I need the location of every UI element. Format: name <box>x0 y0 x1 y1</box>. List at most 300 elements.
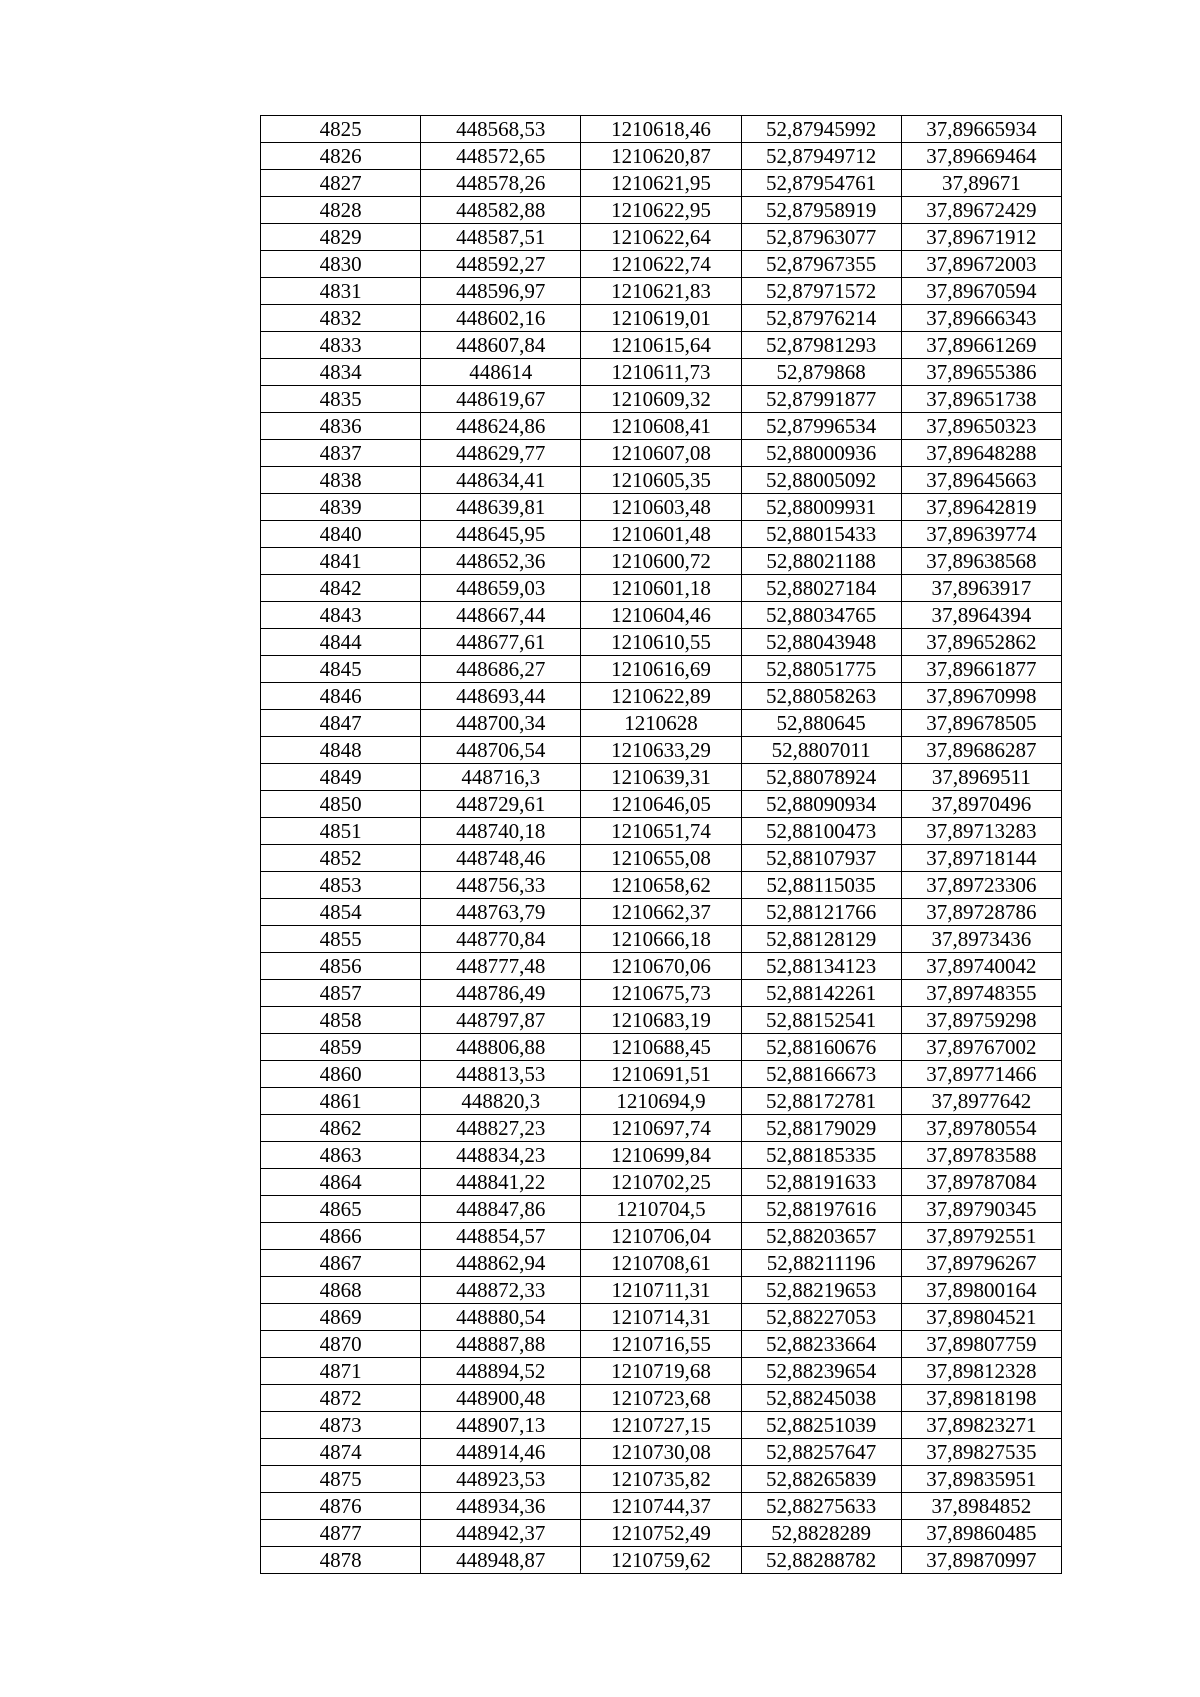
point-number-cell: 4844 <box>261 629 421 656</box>
x-coordinate-cell: 448806,88 <box>421 1034 581 1061</box>
longitude-cell: 37,89655386 <box>901 359 1061 386</box>
table-row <box>261 1547 1062 1574</box>
x-coordinate-cell: 448770,84 <box>421 926 581 953</box>
y-coordinate-cell: 1210608,41 <box>581 413 741 440</box>
latitude-cell: 52,879868 <box>741 359 901 386</box>
y-coordinate-cell: 1210706,04 <box>581 1223 741 1250</box>
longitude-cell: 37,89787084 <box>901 1169 1061 1196</box>
table-row <box>261 575 1062 602</box>
y-coordinate-cell: 1210618,46 <box>581 116 741 143</box>
x-coordinate-cell: 448686,27 <box>421 656 581 683</box>
latitude-cell: 52,88265839 <box>741 1466 901 1493</box>
point-number-cell: 4842 <box>261 575 421 602</box>
y-coordinate-cell: 1210704,5 <box>581 1196 741 1223</box>
latitude-cell: 52,88219653 <box>741 1277 901 1304</box>
latitude-cell: 52,88034765 <box>741 602 901 629</box>
y-coordinate-cell: 1210716,55 <box>581 1331 741 1358</box>
longitude-cell: 37,89652862 <box>901 629 1061 656</box>
x-coordinate-cell: 448827,23 <box>421 1115 581 1142</box>
longitude-cell: 37,89800164 <box>901 1277 1061 1304</box>
point-number-cell: 4857 <box>261 980 421 1007</box>
table-row <box>261 548 1062 575</box>
point-number-cell: 4836 <box>261 413 421 440</box>
table-row <box>261 1277 1062 1304</box>
latitude-cell: 52,88152541 <box>741 1007 901 1034</box>
table-row <box>261 683 1062 710</box>
table-row <box>261 1007 1062 1034</box>
latitude-cell: 52,88211196 <box>741 1250 901 1277</box>
table-row <box>261 440 1062 467</box>
longitude-cell: 37,89671 <box>901 170 1061 197</box>
longitude-cell: 37,89639774 <box>901 521 1061 548</box>
latitude-cell: 52,87945992 <box>741 116 901 143</box>
x-coordinate-cell: 448914,46 <box>421 1439 581 1466</box>
latitude-cell: 52,88128129 <box>741 926 901 953</box>
table-row <box>261 899 1062 926</box>
latitude-cell: 52,87996534 <box>741 413 901 440</box>
point-number-cell: 4840 <box>261 521 421 548</box>
x-coordinate-cell: 448659,03 <box>421 575 581 602</box>
table-row <box>261 1142 1062 1169</box>
latitude-cell: 52,88000936 <box>741 440 901 467</box>
latitude-cell: 52,88134123 <box>741 953 901 980</box>
point-number-cell: 4869 <box>261 1304 421 1331</box>
point-number-cell: 4852 <box>261 845 421 872</box>
x-coordinate-cell: 448568,53 <box>421 116 581 143</box>
y-coordinate-cell: 1210620,87 <box>581 143 741 170</box>
point-number-cell: 4876 <box>261 1493 421 1520</box>
x-coordinate-cell: 448729,61 <box>421 791 581 818</box>
y-coordinate-cell: 1210610,55 <box>581 629 741 656</box>
longitude-cell: 37,8969511 <box>901 764 1061 791</box>
point-number-cell: 4838 <box>261 467 421 494</box>
longitude-cell: 37,89783588 <box>901 1142 1061 1169</box>
x-coordinate-cell: 448797,87 <box>421 1007 581 1034</box>
latitude-cell: 52,88121766 <box>741 899 901 926</box>
longitude-cell: 37,89666343 <box>901 305 1061 332</box>
longitude-cell: 37,89713283 <box>901 818 1061 845</box>
x-coordinate-cell: 448614 <box>421 359 581 386</box>
x-coordinate-cell: 448693,44 <box>421 683 581 710</box>
longitude-cell: 37,8963917 <box>901 575 1061 602</box>
latitude-cell: 52,88078924 <box>741 764 901 791</box>
x-coordinate-cell: 448934,36 <box>421 1493 581 1520</box>
longitude-cell: 37,89728786 <box>901 899 1061 926</box>
y-coordinate-cell: 1210727,15 <box>581 1412 741 1439</box>
y-coordinate-cell: 1210615,64 <box>581 332 741 359</box>
table-row <box>261 872 1062 899</box>
y-coordinate-cell: 1210711,31 <box>581 1277 741 1304</box>
latitude-cell: 52,88233664 <box>741 1331 901 1358</box>
table-row <box>261 467 1062 494</box>
point-number-cell: 4848 <box>261 737 421 764</box>
table-row <box>261 278 1062 305</box>
table-row <box>261 1466 1062 1493</box>
point-number-cell: 4847 <box>261 710 421 737</box>
latitude-cell: 52,88257647 <box>741 1439 901 1466</box>
table-row <box>261 170 1062 197</box>
longitude-cell: 37,89767002 <box>901 1034 1061 1061</box>
x-coordinate-cell: 448948,87 <box>421 1547 581 1574</box>
y-coordinate-cell: 1210651,74 <box>581 818 741 845</box>
table-row <box>261 926 1062 953</box>
latitude-cell: 52,8807011 <box>741 737 901 764</box>
x-coordinate-cell: 448862,94 <box>421 1250 581 1277</box>
longitude-cell: 37,89670594 <box>901 278 1061 305</box>
point-number-cell: 4843 <box>261 602 421 629</box>
table-row <box>261 1088 1062 1115</box>
longitude-cell: 37,89740042 <box>901 953 1061 980</box>
x-coordinate-cell: 448894,52 <box>421 1358 581 1385</box>
point-number-cell: 4872 <box>261 1385 421 1412</box>
x-coordinate-cell: 448763,79 <box>421 899 581 926</box>
table-row <box>261 251 1062 278</box>
longitude-cell: 37,8973436 <box>901 926 1061 953</box>
longitude-cell: 37,89804521 <box>901 1304 1061 1331</box>
y-coordinate-cell: 1210633,29 <box>581 737 741 764</box>
latitude-cell: 52,88115035 <box>741 872 901 899</box>
y-coordinate-cell: 1210744,37 <box>581 1493 741 1520</box>
longitude-cell: 37,8964394 <box>901 602 1061 629</box>
point-number-cell: 4826 <box>261 143 421 170</box>
y-coordinate-cell: 1210607,08 <box>581 440 741 467</box>
y-coordinate-cell: 1210670,06 <box>581 953 741 980</box>
y-coordinate-cell: 1210730,08 <box>581 1439 741 1466</box>
latitude-cell: 52,88185335 <box>741 1142 901 1169</box>
x-coordinate-cell: 448639,81 <box>421 494 581 521</box>
longitude-cell: 37,89670998 <box>901 683 1061 710</box>
x-coordinate-cell: 448572,65 <box>421 143 581 170</box>
point-number-cell: 4871 <box>261 1358 421 1385</box>
latitude-cell: 52,87967355 <box>741 251 901 278</box>
y-coordinate-cell: 1210600,72 <box>581 548 741 575</box>
longitude-cell: 37,89672003 <box>901 251 1061 278</box>
coordinates-table <box>260 115 1062 1574</box>
point-number-cell: 4864 <box>261 1169 421 1196</box>
y-coordinate-cell: 1210697,74 <box>581 1115 741 1142</box>
y-coordinate-cell: 1210752,49 <box>581 1520 741 1547</box>
point-number-cell: 4837 <box>261 440 421 467</box>
y-coordinate-cell: 1210723,68 <box>581 1385 741 1412</box>
point-number-cell: 4878 <box>261 1547 421 1574</box>
latitude-cell: 52,88227053 <box>741 1304 901 1331</box>
y-coordinate-cell: 1210605,35 <box>581 467 741 494</box>
y-coordinate-cell: 1210688,45 <box>581 1034 741 1061</box>
table-row <box>261 629 1062 656</box>
coordinates-table-body <box>261 116 1062 1574</box>
longitude-cell: 37,89792551 <box>901 1223 1061 1250</box>
x-coordinate-cell: 448578,26 <box>421 170 581 197</box>
latitude-cell: 52,88005092 <box>741 467 901 494</box>
point-number-cell: 4827 <box>261 170 421 197</box>
longitude-cell: 37,89748355 <box>901 980 1061 1007</box>
x-coordinate-cell: 448602,16 <box>421 305 581 332</box>
y-coordinate-cell: 1210601,48 <box>581 521 741 548</box>
table-row <box>261 1196 1062 1223</box>
x-coordinate-cell: 448880,54 <box>421 1304 581 1331</box>
y-coordinate-cell: 1210604,46 <box>581 602 741 629</box>
point-number-cell: 4867 <box>261 1250 421 1277</box>
latitude-cell: 52,88160676 <box>741 1034 901 1061</box>
x-coordinate-cell: 448777,48 <box>421 953 581 980</box>
longitude-cell: 37,89665934 <box>901 116 1061 143</box>
longitude-cell: 37,89780554 <box>901 1115 1061 1142</box>
x-coordinate-cell: 448677,61 <box>421 629 581 656</box>
x-coordinate-cell: 448619,67 <box>421 386 581 413</box>
y-coordinate-cell: 1210639,31 <box>581 764 741 791</box>
x-coordinate-cell: 448748,46 <box>421 845 581 872</box>
x-coordinate-cell: 448847,86 <box>421 1196 581 1223</box>
x-coordinate-cell: 448942,37 <box>421 1520 581 1547</box>
y-coordinate-cell: 1210616,69 <box>581 656 741 683</box>
y-coordinate-cell: 1210621,95 <box>581 170 741 197</box>
latitude-cell: 52,87981293 <box>741 332 901 359</box>
latitude-cell: 52,88245038 <box>741 1385 901 1412</box>
x-coordinate-cell: 448706,54 <box>421 737 581 764</box>
y-coordinate-cell: 1210683,19 <box>581 1007 741 1034</box>
table-row <box>261 1520 1062 1547</box>
longitude-cell: 37,89671912 <box>901 224 1061 251</box>
y-coordinate-cell: 1210609,32 <box>581 386 741 413</box>
point-number-cell: 4841 <box>261 548 421 575</box>
longitude-cell: 37,8977642 <box>901 1088 1061 1115</box>
point-number-cell: 4851 <box>261 818 421 845</box>
y-coordinate-cell: 1210699,84 <box>581 1142 741 1169</box>
point-number-cell: 4829 <box>261 224 421 251</box>
longitude-cell: 37,89669464 <box>901 143 1061 170</box>
y-coordinate-cell: 1210735,82 <box>581 1466 741 1493</box>
latitude-cell: 52,87991877 <box>741 386 901 413</box>
longitude-cell: 37,89771466 <box>901 1061 1061 1088</box>
x-coordinate-cell: 448813,53 <box>421 1061 581 1088</box>
x-coordinate-cell: 448756,33 <box>421 872 581 899</box>
y-coordinate-cell: 1210702,25 <box>581 1169 741 1196</box>
point-number-cell: 4835 <box>261 386 421 413</box>
table-row <box>261 359 1062 386</box>
latitude-cell: 52,88142261 <box>741 980 901 1007</box>
x-coordinate-cell: 448923,53 <box>421 1466 581 1493</box>
point-number-cell: 4831 <box>261 278 421 305</box>
table-row <box>261 197 1062 224</box>
x-coordinate-cell: 448786,49 <box>421 980 581 1007</box>
table-row <box>261 1034 1062 1061</box>
x-coordinate-cell: 448700,34 <box>421 710 581 737</box>
latitude-cell: 52,88203657 <box>741 1223 901 1250</box>
point-number-cell: 4873 <box>261 1412 421 1439</box>
latitude-cell: 52,87976214 <box>741 305 901 332</box>
longitude-cell: 37,89661877 <box>901 656 1061 683</box>
table-row <box>261 1412 1062 1439</box>
x-coordinate-cell: 448624,86 <box>421 413 581 440</box>
table-row <box>261 1250 1062 1277</box>
table-row <box>261 1169 1062 1196</box>
table-row <box>261 656 1062 683</box>
table-row <box>261 1358 1062 1385</box>
point-number-cell: 4874 <box>261 1439 421 1466</box>
point-number-cell: 4839 <box>261 494 421 521</box>
longitude-cell: 37,89686287 <box>901 737 1061 764</box>
point-number-cell: 4846 <box>261 683 421 710</box>
longitude-cell: 37,89835951 <box>901 1466 1061 1493</box>
longitude-cell: 37,89672429 <box>901 197 1061 224</box>
longitude-cell: 37,89718144 <box>901 845 1061 872</box>
point-number-cell: 4825 <box>261 116 421 143</box>
table-row <box>261 845 1062 872</box>
longitude-cell: 37,89823271 <box>901 1412 1061 1439</box>
latitude-cell: 52,88090934 <box>741 791 901 818</box>
y-coordinate-cell: 1210675,73 <box>581 980 741 1007</box>
table-row <box>261 143 1062 170</box>
point-number-cell: 4850 <box>261 791 421 818</box>
x-coordinate-cell: 448841,22 <box>421 1169 581 1196</box>
y-coordinate-cell: 1210611,73 <box>581 359 741 386</box>
table-row <box>261 386 1062 413</box>
x-coordinate-cell: 448634,41 <box>421 467 581 494</box>
x-coordinate-cell: 448907,13 <box>421 1412 581 1439</box>
longitude-cell: 37,89818198 <box>901 1385 1061 1412</box>
latitude-cell: 52,88251039 <box>741 1412 901 1439</box>
latitude-cell: 52,87971572 <box>741 278 901 305</box>
longitude-cell: 37,8984852 <box>901 1493 1061 1520</box>
point-number-cell: 4868 <box>261 1277 421 1304</box>
y-coordinate-cell: 1210622,95 <box>581 197 741 224</box>
x-coordinate-cell: 448629,77 <box>421 440 581 467</box>
table-row <box>261 494 1062 521</box>
point-number-cell: 4866 <box>261 1223 421 1250</box>
point-number-cell: 4832 <box>261 305 421 332</box>
y-coordinate-cell: 1210622,74 <box>581 251 741 278</box>
point-number-cell: 4865 <box>261 1196 421 1223</box>
y-coordinate-cell: 1210759,62 <box>581 1547 741 1574</box>
point-number-cell: 4854 <box>261 899 421 926</box>
y-coordinate-cell: 1210655,08 <box>581 845 741 872</box>
latitude-cell: 52,88179029 <box>741 1115 901 1142</box>
longitude-cell: 37,89648288 <box>901 440 1061 467</box>
table-row <box>261 602 1062 629</box>
table-row <box>261 953 1062 980</box>
x-coordinate-cell: 448592,27 <box>421 251 581 278</box>
longitude-cell: 37,89759298 <box>901 1007 1061 1034</box>
x-coordinate-cell: 448645,95 <box>421 521 581 548</box>
longitude-cell: 37,89870997 <box>901 1547 1061 1574</box>
table-row <box>261 1304 1062 1331</box>
point-number-cell: 4877 <box>261 1520 421 1547</box>
longitude-cell: 37,89796267 <box>901 1250 1061 1277</box>
point-number-cell: 4862 <box>261 1115 421 1142</box>
table-row <box>261 521 1062 548</box>
latitude-cell: 52,88021188 <box>741 548 901 575</box>
point-number-cell: 4845 <box>261 656 421 683</box>
latitude-cell: 52,87963077 <box>741 224 901 251</box>
y-coordinate-cell: 1210603,48 <box>581 494 741 521</box>
x-coordinate-cell: 448607,84 <box>421 332 581 359</box>
point-number-cell: 4828 <box>261 197 421 224</box>
latitude-cell: 52,88015433 <box>741 521 901 548</box>
y-coordinate-cell: 1210714,31 <box>581 1304 741 1331</box>
longitude-cell: 37,89678505 <box>901 710 1061 737</box>
latitude-cell: 52,88288782 <box>741 1547 901 1574</box>
x-coordinate-cell: 448820,3 <box>421 1088 581 1115</box>
latitude-cell: 52,88100473 <box>741 818 901 845</box>
latitude-cell: 52,87954761 <box>741 170 901 197</box>
table-row <box>261 1115 1062 1142</box>
x-coordinate-cell: 448887,88 <box>421 1331 581 1358</box>
latitude-cell: 52,87958919 <box>741 197 901 224</box>
x-coordinate-cell: 448652,36 <box>421 548 581 575</box>
point-number-cell: 4830 <box>261 251 421 278</box>
y-coordinate-cell: 1210708,61 <box>581 1250 741 1277</box>
x-coordinate-cell: 448587,51 <box>421 224 581 251</box>
longitude-cell: 37,89807759 <box>901 1331 1061 1358</box>
point-number-cell: 4863 <box>261 1142 421 1169</box>
longitude-cell: 37,89812328 <box>901 1358 1061 1385</box>
table-row <box>261 1223 1062 1250</box>
x-coordinate-cell: 448872,33 <box>421 1277 581 1304</box>
point-number-cell: 4856 <box>261 953 421 980</box>
point-number-cell: 4849 <box>261 764 421 791</box>
x-coordinate-cell: 448900,48 <box>421 1385 581 1412</box>
x-coordinate-cell: 448667,44 <box>421 602 581 629</box>
y-coordinate-cell: 1210694,9 <box>581 1088 741 1115</box>
latitude-cell: 52,88009931 <box>741 494 901 521</box>
longitude-cell: 37,89638568 <box>901 548 1061 575</box>
longitude-cell: 37,89790345 <box>901 1196 1061 1223</box>
table-row <box>261 413 1062 440</box>
latitude-cell: 52,88197616 <box>741 1196 901 1223</box>
point-number-cell: 4859 <box>261 1034 421 1061</box>
longitude-cell: 37,89645663 <box>901 467 1061 494</box>
y-coordinate-cell: 1210719,68 <box>581 1358 741 1385</box>
latitude-cell: 52,88239654 <box>741 1358 901 1385</box>
y-coordinate-cell: 1210662,37 <box>581 899 741 926</box>
table-row <box>261 737 1062 764</box>
table-row <box>261 116 1062 143</box>
longitude-cell: 37,89661269 <box>901 332 1061 359</box>
table-row <box>261 1385 1062 1412</box>
table-row <box>261 1439 1062 1466</box>
y-coordinate-cell: 1210691,51 <box>581 1061 741 1088</box>
table-row <box>261 1493 1062 1520</box>
longitude-cell: 37,89642819 <box>901 494 1061 521</box>
point-number-cell: 4858 <box>261 1007 421 1034</box>
x-coordinate-cell: 448834,23 <box>421 1142 581 1169</box>
point-number-cell: 4870 <box>261 1331 421 1358</box>
point-number-cell: 4834 <box>261 359 421 386</box>
table-row <box>261 305 1062 332</box>
y-coordinate-cell: 1210621,83 <box>581 278 741 305</box>
y-coordinate-cell: 1210666,18 <box>581 926 741 953</box>
table-row <box>261 332 1062 359</box>
latitude-cell: 52,88043948 <box>741 629 901 656</box>
longitude-cell: 37,89650323 <box>901 413 1061 440</box>
y-coordinate-cell: 1210646,05 <box>581 791 741 818</box>
latitude-cell: 52,880645 <box>741 710 901 737</box>
point-number-cell: 4861 <box>261 1088 421 1115</box>
table-row <box>261 710 1062 737</box>
table-row <box>261 1331 1062 1358</box>
x-coordinate-cell: 448854,57 <box>421 1223 581 1250</box>
latitude-cell: 52,88027184 <box>741 575 901 602</box>
table-row <box>261 224 1062 251</box>
latitude-cell: 52,8828289 <box>741 1520 901 1547</box>
longitude-cell: 37,89827535 <box>901 1439 1061 1466</box>
y-coordinate-cell: 1210628 <box>581 710 741 737</box>
y-coordinate-cell: 1210658,62 <box>581 872 741 899</box>
point-number-cell: 4875 <box>261 1466 421 1493</box>
x-coordinate-cell: 448740,18 <box>421 818 581 845</box>
latitude-cell: 52,88166673 <box>741 1061 901 1088</box>
point-number-cell: 4855 <box>261 926 421 953</box>
